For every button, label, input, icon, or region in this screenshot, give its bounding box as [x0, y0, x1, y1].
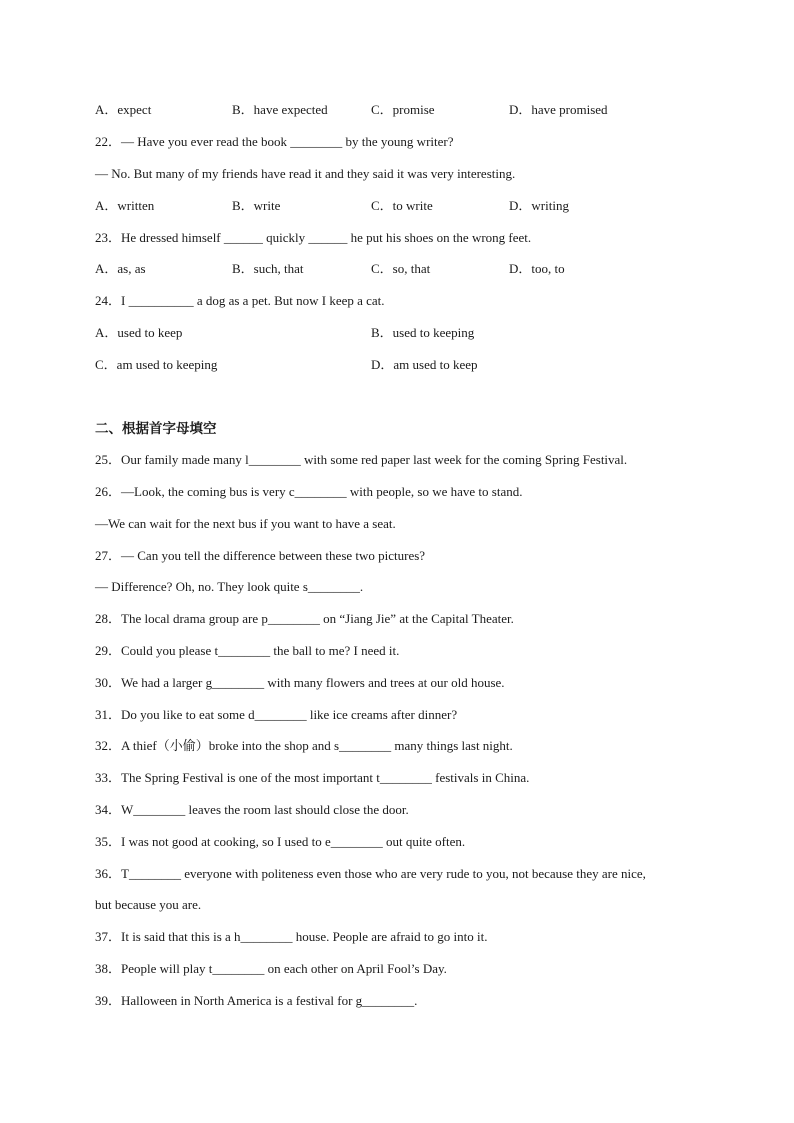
- q24-stem: 24．I __________ a dog as a pet. But now I keep a cat.: [95, 293, 385, 308]
- q27-line-1: 27．— Can you tell the difference between these two pictures?: [95, 548, 426, 563]
- q37: 37．It is said that this is a h________ house. People are afraid to go into it.: [95, 929, 488, 944]
- q24-option-b: B．used to keeping: [371, 325, 475, 340]
- q31: 31．Do you like to eat some d________ like ice creams after dinner?: [95, 707, 458, 722]
- q21-option-a: A．expect: [95, 102, 152, 117]
- q27-line-2: — Difference? Oh, no. They look quite s________.: [95, 579, 364, 594]
- q23-option-c: C．so, that: [371, 261, 431, 276]
- q24-option-a: A．used to keep: [95, 325, 183, 340]
- q21-options-row: [95, 100, 715, 120]
- q23-options-row: [95, 259, 715, 279]
- q36-line-2: but because you are.: [95, 897, 202, 912]
- q22-stem: 22．— Have you ever read the book ________ by the young writer?: [95, 134, 454, 149]
- q24-options-row-2: [95, 355, 715, 375]
- q24-options-row-1: [95, 323, 715, 343]
- q29: 29．Could you please t________ the ball to me? I need it.: [95, 643, 400, 658]
- q21-option-c: C．promise: [371, 102, 435, 117]
- q22-options-row: [95, 196, 715, 216]
- q32: 32．A thief（小偷）broke into the shop and s________ many things last night.: [95, 738, 513, 753]
- q22-option-c: C．to write: [371, 198, 433, 213]
- q22-option-d: D．writing: [509, 198, 569, 213]
- section-2-title: 二、根据首字母填空: [95, 421, 217, 437]
- q38: 38．People will play t________ on each other on April Fool’s Day.: [95, 961, 447, 976]
- q25: 25．Our family made many l________ with some red paper last week for the coming Spring Festival.: [95, 452, 628, 467]
- q26-line-2: —We can wait for the next bus if you want to have a seat.: [95, 516, 396, 531]
- q22-option-b: B．write: [232, 198, 281, 213]
- q39: 39．Halloween in North America is a festival for g________.: [95, 993, 418, 1008]
- q34: 34．W________ leaves the room last should close the door.: [95, 802, 409, 817]
- q23-option-d: D．too, to: [509, 261, 565, 276]
- q33: 33．The Spring Festival is one of the most important t________ festivals in China.: [95, 770, 530, 785]
- q28: 28．The local drama group are p________ on “Jiang Jie” at the Capital Theater.: [95, 611, 514, 626]
- q21-option-b: B．have expected: [232, 102, 328, 117]
- q22-reply: — No. But many of my friends have read it and they said it was very interesting.: [95, 166, 516, 181]
- q24-option-d: D．am used to keep: [371, 357, 478, 372]
- q30: 30．We had a larger g________ with many flowers and trees at our old house.: [95, 675, 505, 690]
- q36-line-1: 36．T________ everyone with politeness even those who are very rude to you, not because they are nice,: [95, 866, 646, 881]
- q35: 35．I was not good at cooking, so I used to e________ out quite often.: [95, 834, 466, 849]
- q23-stem: 23．He dressed himself ______ quickly ______ he put his shoes on the wrong feet.: [95, 230, 532, 245]
- q24-option-c: C．am used to keeping: [95, 357, 218, 372]
- q23-option-b: B．such, that: [232, 261, 304, 276]
- q21-option-d: D．have promised: [509, 102, 608, 117]
- q26-line-1: 26．—Look, the coming bus is very c________ with people, so we have to stand.: [95, 484, 523, 499]
- q22-option-a: A．written: [95, 198, 155, 213]
- q23-option-a: A．as, as: [95, 261, 146, 276]
